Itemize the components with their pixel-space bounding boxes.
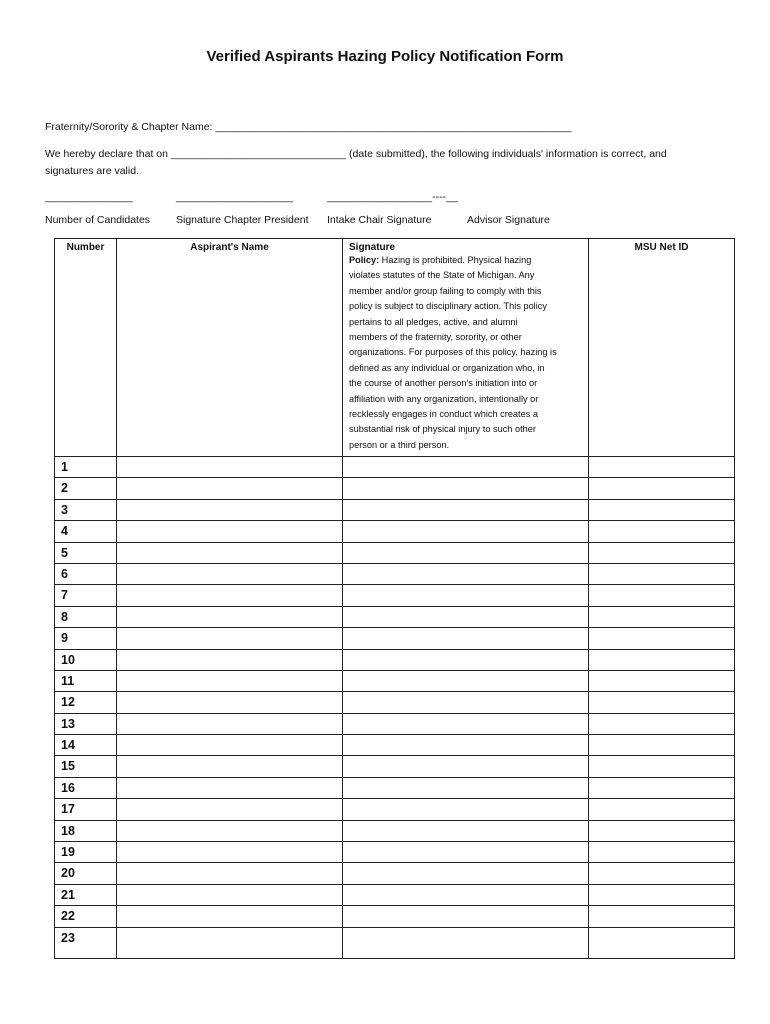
- netid-cell[interactable]: [589, 563, 735, 584]
- row-number: 13: [55, 713, 117, 734]
- aspirant-name-cell[interactable]: [117, 649, 343, 670]
- table-row: [55, 777, 735, 798]
- signature-cell[interactable]: [343, 628, 589, 649]
- table-row: [55, 820, 735, 841]
- table-row: [55, 756, 735, 777]
- signature-cell[interactable]: [343, 649, 589, 670]
- row-number: 5: [55, 542, 117, 563]
- aspirant-name-cell[interactable]: [117, 563, 343, 584]
- signature-cell[interactable]: [343, 884, 589, 905]
- netid-cell[interactable]: [589, 713, 735, 734]
- policy-line: defined as any individual or organization who, in: [349, 362, 545, 373]
- signature-column-header: [343, 239, 589, 457]
- row-number: 14: [55, 735, 117, 756]
- netid-cell[interactable]: [589, 457, 735, 478]
- aspirant-name-cell[interactable]: [117, 777, 343, 798]
- table-row: [55, 542, 735, 563]
- signature-cell[interactable]: [343, 606, 589, 627]
- row-number: 18: [55, 820, 117, 841]
- row-number: 15: [55, 756, 117, 777]
- signature-cell[interactable]: [343, 692, 589, 713]
- netid-cell[interactable]: [589, 649, 735, 670]
- signature-cell[interactable]: [343, 542, 589, 563]
- table-header-row: [55, 239, 735, 457]
- signature-cell[interactable]: [343, 799, 589, 820]
- intake-chair-signature-blank: __________________----__: [327, 191, 458, 203]
- table-row: [55, 628, 735, 649]
- chapter-president-signature-label: Signature Chapter President: [176, 214, 309, 226]
- row-number: 7: [55, 585, 117, 606]
- aspirant-name-cell[interactable]: [117, 842, 343, 863]
- signature-cell[interactable]: [343, 927, 589, 958]
- aspirant-name-column-header: Aspirant's Name: [117, 239, 343, 457]
- netid-cell[interactable]: [589, 777, 735, 798]
- row-number: 8: [55, 606, 117, 627]
- number-column-header: Number: [55, 239, 117, 457]
- aspirant-name-cell[interactable]: [117, 820, 343, 841]
- row-number: 17: [55, 799, 117, 820]
- intake-chair-signature-label: Intake Chair Signature: [327, 214, 432, 226]
- aspirant-name-cell[interactable]: [117, 692, 343, 713]
- netid-cell[interactable]: [589, 906, 735, 927]
- aspirant-name-cell[interactable]: [117, 457, 343, 478]
- policy-line: pertains to all pledges, active, and alumni: [349, 316, 518, 327]
- signature-cell[interactable]: [343, 756, 589, 777]
- row-number: 4: [55, 521, 117, 542]
- table-row: [55, 842, 735, 863]
- netid-cell[interactable]: [589, 542, 735, 563]
- policy-line: member and/or group failing to comply with this: [349, 285, 542, 296]
- signature-cell[interactable]: [343, 585, 589, 606]
- policy-line-text: Hazing is prohibited. Physical hazing: [379, 255, 532, 265]
- table-row: [55, 906, 735, 927]
- form-title: Verified Aspirants Hazing Policy Notification Form: [206, 48, 564, 65]
- aspirant-name-cell[interactable]: [117, 606, 343, 627]
- signature-cell[interactable]: [343, 457, 589, 478]
- table-row: [55, 521, 735, 542]
- netid-cell[interactable]: [589, 756, 735, 777]
- aspirant-name-cell[interactable]: [117, 499, 343, 520]
- table-body: [55, 457, 735, 959]
- signature-cell[interactable]: [343, 521, 589, 542]
- row-number: 21: [55, 884, 117, 905]
- signature-cell[interactable]: [343, 499, 589, 520]
- row-number: 16: [55, 777, 117, 798]
- aspirant-name-cell[interactable]: [117, 735, 343, 756]
- number-of-candidates-label: Number of Candidates: [45, 214, 151, 226]
- aspirant-name-cell[interactable]: [117, 521, 343, 542]
- table-row: [55, 799, 735, 820]
- policy-line: person or a third person.: [349, 439, 450, 450]
- policy-line: affiliation with any organization, intentionally or: [349, 393, 539, 404]
- aspirant-name-cell[interactable]: [117, 799, 343, 820]
- netid-cell[interactable]: [589, 863, 735, 884]
- signature-cell[interactable]: [343, 670, 589, 691]
- signature-cell[interactable]: [343, 563, 589, 584]
- declaration-line-1: We hereby declare that on ______________________________ (date submitted), the following individuals' information is correct, and: [45, 148, 667, 160]
- policy-line: recklessly engages in conduct which creates a: [349, 409, 538, 420]
- table-row: [55, 927, 735, 958]
- signature-header-label: Signature: [349, 242, 396, 253]
- policy-label: Policy:: [349, 255, 380, 265]
- table-row: [55, 585, 735, 606]
- table-row: [55, 713, 735, 734]
- policy-line: [349, 253, 582, 268]
- table-row: [55, 563, 735, 584]
- netid-cell[interactable]: [589, 628, 735, 649]
- netid-cell[interactable]: [589, 585, 735, 606]
- table-row: [55, 606, 735, 627]
- aspirant-name-cell[interactable]: [117, 542, 343, 563]
- table-row: [55, 649, 735, 670]
- netid-cell[interactable]: [589, 606, 735, 627]
- netid-cell[interactable]: [589, 692, 735, 713]
- fraternity-chapter-name-line: Fraternity/Sorority & Chapter Name: _____________________________________________________________: [45, 121, 572, 133]
- row-number: 1: [55, 457, 117, 478]
- netid-cell[interactable]: [589, 670, 735, 691]
- signature-cell[interactable]: [343, 713, 589, 734]
- row-number: 2: [55, 478, 117, 499]
- advisor-signature-label: Advisor Signature: [467, 214, 550, 226]
- aspirant-name-cell[interactable]: [117, 927, 343, 958]
- signature-blanks: [45, 191, 725, 205]
- netid-cell[interactable]: [589, 499, 735, 520]
- policy-line: policy is subject to disciplinary action. This policy: [349, 301, 547, 312]
- netid-column-header: MSU Net ID: [589, 239, 735, 457]
- signature-cell[interactable]: [343, 906, 589, 927]
- table-row: [55, 670, 735, 691]
- table-row: [55, 735, 735, 756]
- netid-cell[interactable]: [589, 884, 735, 905]
- row-number: 23: [55, 927, 117, 958]
- signature-cell[interactable]: [343, 863, 589, 884]
- netid-cell[interactable]: [589, 521, 735, 542]
- row-number: 11: [55, 670, 117, 691]
- signature-cell[interactable]: [343, 820, 589, 841]
- row-number: 19: [55, 842, 117, 863]
- aspirants-table: [54, 238, 735, 959]
- signature-cell[interactable]: [343, 777, 589, 798]
- netid-cell[interactable]: [589, 820, 735, 841]
- table-row: [55, 692, 735, 713]
- aspirant-name-cell[interactable]: [117, 670, 343, 691]
- signature-cell[interactable]: [343, 842, 589, 863]
- aspirant-name-cell[interactable]: [117, 628, 343, 649]
- table-row: [55, 884, 735, 905]
- policy-line: substantial risk of physical injury to such other: [349, 424, 536, 435]
- table-row: [55, 478, 735, 499]
- table-row: [55, 863, 735, 884]
- row-number: 22: [55, 906, 117, 927]
- aspirant-name-cell[interactable]: [117, 863, 343, 884]
- policy-line: members of the fraternity, sorority, or other: [349, 332, 522, 343]
- hazing-policy-text: [349, 253, 582, 453]
- table-row: [55, 457, 735, 478]
- signature-labels: [45, 214, 725, 228]
- aspirant-name-cell[interactable]: [117, 884, 343, 905]
- row-number: 3: [55, 499, 117, 520]
- aspirant-name-cell[interactable]: [117, 713, 343, 734]
- aspirant-name-cell[interactable]: [117, 478, 343, 499]
- signature-cell[interactable]: [343, 735, 589, 756]
- signature-cell[interactable]: [343, 478, 589, 499]
- president-signature-blank: ____________________: [176, 191, 293, 203]
- netid-cell[interactable]: [589, 799, 735, 820]
- netid-cell[interactable]: [589, 842, 735, 863]
- table-row: [55, 499, 735, 520]
- row-number: 6: [55, 563, 117, 584]
- netid-cell[interactable]: [589, 927, 735, 958]
- netid-cell[interactable]: [589, 735, 735, 756]
- policy-line: the course of another person's initiation into or: [349, 378, 538, 389]
- row-number: 9: [55, 628, 117, 649]
- declaration-line-2: signatures are valid.: [45, 165, 139, 177]
- row-number: 10: [55, 649, 117, 670]
- policy-line: violates statutes of the State of Michigan. Any: [349, 270, 535, 281]
- aspirant-name-cell[interactable]: [117, 585, 343, 606]
- row-number: 20: [55, 863, 117, 884]
- policy-line: organizations. For purposes of this policy, hazing is: [349, 347, 557, 358]
- row-number: 12: [55, 692, 117, 713]
- aspirant-name-cell[interactable]: [117, 756, 343, 777]
- netid-cell[interactable]: [589, 478, 735, 499]
- candidates-blank: _______________: [45, 191, 133, 203]
- aspirant-name-cell[interactable]: [117, 906, 343, 927]
